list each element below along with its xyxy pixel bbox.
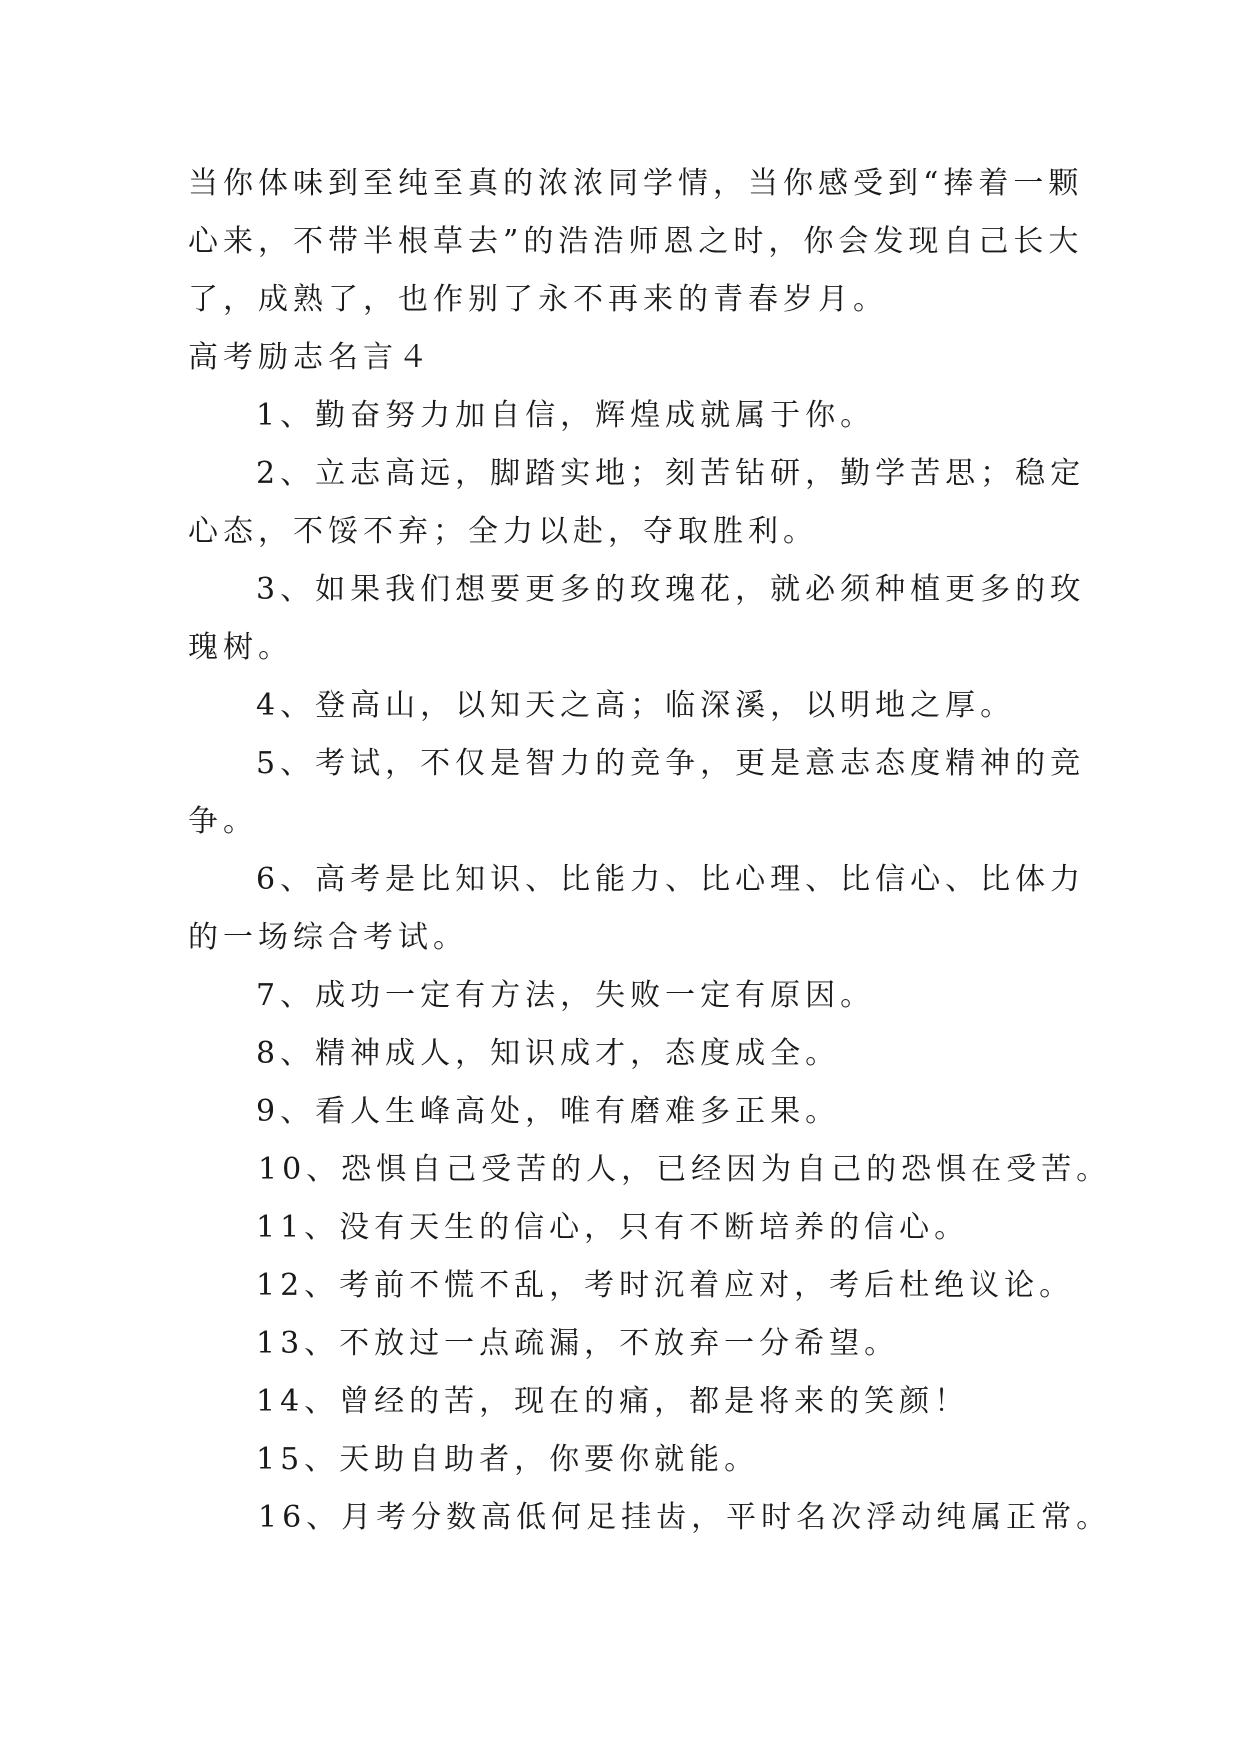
quote-item: 10、恐惧自己受苦的人，已经因为自己的恐惧在受苦。 — [258, 1152, 1112, 1187]
quote-item: 11、没有天生的信心，只有不断培养的信心。 — [256, 1210, 970, 1245]
quote-item-continuation: 的一场综合考试。 — [188, 920, 468, 955]
quote-item: 6、高考是比知识、比能力、比心理、比信心、比体力 — [256, 862, 1086, 897]
quote-item: 13、不放过一点疏漏，不放弃一分希望。 — [256, 1326, 900, 1361]
quote-item: 15、天助自助者，你要你就能。 — [256, 1442, 760, 1477]
intro-line: 心来，不带半根草去”的浩浩师恩之时，你会发现自己长大 — [188, 224, 1084, 259]
quote-item-continuation: 瑰树。 — [188, 630, 293, 665]
quote-item: 16、月考分数高低何足挂齿，平时名次浮动纯属正常。 — [258, 1500, 1112, 1535]
quote-item: 5、考试，不仅是智力的竞争，更是意志态度精神的竞 — [256, 746, 1086, 781]
quote-item: 4、登高山，以知天之高；临深溪，以明地之厚。 — [256, 688, 1016, 723]
quote-item: 1、勤奋努力加自信，辉煌成就属于你。 — [256, 398, 876, 433]
quote-item: 3、如果我们想要更多的玫瑰花，就必须种植更多的玫 — [256, 572, 1086, 607]
quote-item-continuation: 心态，不馁不弃；全力以赴，夺取胜利。 — [188, 514, 818, 549]
intro-line: 了，成熟了，也作别了永不再来的青春岁月。 — [188, 282, 888, 317]
quote-item-continuation: 争。 — [188, 804, 258, 839]
section-title: 高考励志名言４ — [188, 340, 433, 375]
quote-item: 12、考前不慌不乱，考时沉着应对，考后杜绝议论。 — [256, 1268, 1075, 1303]
quote-item: 14、曾经的苦，现在的痛，都是将来的笑颜！ — [256, 1384, 970, 1419]
quote-item: 9、看人生峰高处，唯有磨难多正果。 — [256, 1094, 841, 1129]
intro-line: 当你体味到至纯至真的浓浓同学情，当你感受到“捧着一颗 — [188, 166, 1084, 201]
quote-item: 7、成功一定有方法，失败一定有原因。 — [256, 978, 876, 1013]
quote-item: 8、精神成人，知识成才，态度成全。 — [256, 1036, 841, 1071]
quote-item: 2、立志高远，脚踏实地；刻苦钻研，勤学苦思；稳定 — [256, 456, 1086, 491]
